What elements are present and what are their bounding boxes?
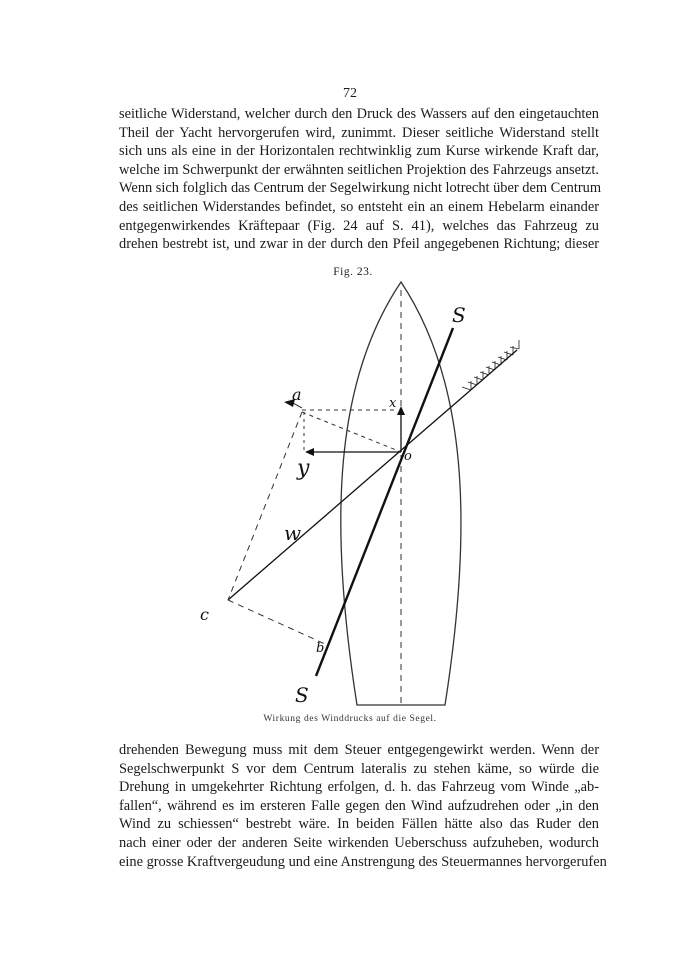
sail-line <box>316 328 453 676</box>
label-c: c <box>200 605 209 624</box>
figure-label: Fig. 23. <box>333 266 373 278</box>
text-line: sich uns als eine in der Horizontalen rechtwinklig zum Kurse wirkende Kraft dar, <box>119 143 599 160</box>
arrowhead-y <box>305 448 314 456</box>
text-line: Drehung in umgekehrter Richtung erfolgen, d. h. das Fahrzeug vom Winde „ab- <box>119 779 599 796</box>
label-y: y <box>297 456 310 481</box>
dashed-a-to-o <box>302 412 401 452</box>
text-line: eine grosse Kraftvergeudung und eine Anstrengung des Steuermannes hervorgerufen <box>119 853 607 870</box>
label-a: a <box>292 385 302 404</box>
text-line: nach einer oder der anderen Seite wirkenden Ueberschuss aufzuheben, wodurch <box>119 834 599 851</box>
wind-arrow-feathers <box>462 340 519 390</box>
text-line: Wind zu schiessen“ bestrebt wäre. In beiden Fällen hätte also das Ruder den <box>119 816 599 833</box>
figure-caption: Wirkung des Winddrucks auf die Segel. <box>263 714 437 724</box>
text-line: Segelschwerpunkt S vor dem Centrum lateralis zu stehen käme, so würde die <box>119 760 599 777</box>
text-line: welche im Schwerpunkt der erwähnten seitlichen Projektion des Fahrzeugs ansetzt. <box>119 161 599 178</box>
text-line: seitliche Widerstand, welcher durch den Druck des Wassers auf den eingetauchten <box>119 106 599 122</box>
label-w: w <box>284 521 302 545</box>
text-line: des seitlichen Widerstandes befindet, so entsteht ein an einem Hebelarm einander <box>119 198 599 215</box>
label-o: o <box>404 449 412 464</box>
text-line: fallen“, während es im ersteren Falle gegen den Wind aufzudrehen oder „in den <box>119 797 599 814</box>
text-line: drehen bestrebt ist, und zwar in der durch den Pfeil angegebenen Richtung; dieser <box>119 236 599 253</box>
wind-arrow-shaft <box>228 350 517 600</box>
dashed-c-to-b <box>228 600 325 644</box>
text-line: Theil der Yacht hervorgerufen wird, zunimmt. Dieser seitliche Widerstand stellt <box>119 124 599 141</box>
arrowhead-x <box>397 406 405 415</box>
page-number: 72 <box>343 86 357 101</box>
label-b: b <box>316 641 325 656</box>
label-x: x <box>389 396 397 411</box>
text-line: Wenn sich folglich das Centrum der Segelwirkung nicht lotrecht über dem Centrum <box>119 180 602 197</box>
label-S-top: S <box>452 303 466 327</box>
paragraph-bottom <box>119 741 607 871</box>
text-line: entgegenwirkendes Kräftepaar (Fig. 24 auf S. 41), welches das Fahrzeug zu <box>119 217 599 234</box>
dashed-a-to-c <box>228 412 302 600</box>
text-line: drehenden Bewegung muss mit dem Steuer entgegengewirkt werden. Wenn der <box>119 742 599 758</box>
label-S-bottom: S <box>295 683 309 707</box>
